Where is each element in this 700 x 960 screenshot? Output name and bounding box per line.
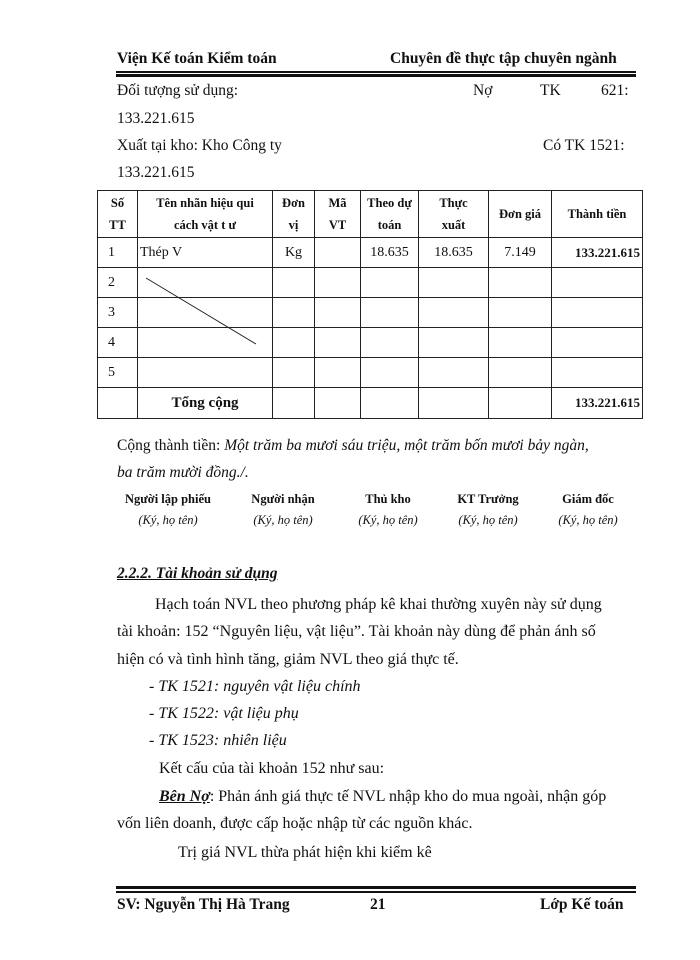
paragraph-line: vốn liên doanh, được cấp hoặc nhập từ các nguồn khác.	[117, 815, 473, 832]
cell-thuc-xuat	[419, 358, 489, 388]
page-number: 21	[370, 896, 386, 913]
col-header-don-vi: Đơn vị	[273, 191, 315, 238]
footer-left: SV: Nguyễn Thị Hà Trang	[117, 896, 290, 913]
signature-title: Người nhận	[251, 492, 315, 506]
cell-thanh-tien	[552, 328, 643, 358]
table-total-row	[98, 388, 643, 419]
footer-rule-thick	[116, 886, 636, 889]
cell-don-vi	[273, 328, 315, 358]
tk-no-value: 621:	[601, 82, 629, 99]
header-rule-thin	[116, 71, 636, 73]
amount-words-text: Một trăm ba mươi sáu triệu, một trăm bốn mươi bảy ngàn,	[224, 437, 589, 454]
cell-ma-vt	[315, 358, 361, 388]
cell-thuc-xuat	[419, 388, 489, 419]
diagonal-strike-line	[140, 272, 270, 352]
cell-don-gia	[489, 358, 552, 388]
signature-kt-truong	[438, 492, 538, 528]
header-rule-thick	[116, 74, 636, 77]
table-row	[98, 238, 643, 268]
signature-sub: (Ký, họ tên)	[358, 513, 418, 527]
signature-title: KT Trưởng	[457, 492, 519, 506]
cell-theo-du-toan	[361, 388, 419, 419]
cell-ma-vt	[315, 268, 361, 298]
cell-theo-du-toan	[361, 298, 419, 328]
header-left: Viện Kế toán Kiểm toán	[117, 50, 277, 67]
col-header-thuc-xuat: Thực xuất	[419, 191, 489, 238]
table-header-row	[98, 191, 643, 238]
cell-ma-vt	[315, 238, 361, 268]
cell-stt	[98, 388, 138, 419]
ben-no-text: : Phản ánh giá thực tế NVL nhập kho do mua ngoài, nhận góp	[209, 788, 607, 805]
amount-words-line2: ba trăm mười đồng./.	[117, 464, 249, 481]
cell-don-gia	[489, 388, 552, 419]
ben-no-line	[159, 788, 606, 806]
bullet-item: - TK 1521: nguyên vật liệu chính	[149, 678, 361, 695]
cell-thanh-tien	[552, 358, 643, 388]
cell-theo-du-toan	[361, 268, 419, 298]
cell-thuc-xuat	[419, 268, 489, 298]
cell-thanh-tien	[552, 298, 643, 328]
doi-tuong-label: Đối tượng sử dụng:	[117, 82, 239, 99]
col-header-don-gia: Đơn giá	[489, 191, 552, 238]
cell-don-gia	[489, 298, 552, 328]
cell-stt: 5	[98, 358, 138, 388]
cell-thuc-xuat: 18.635	[419, 238, 489, 268]
cell-theo-du-toan: 18.635	[361, 238, 419, 268]
cell-theo-du-toan	[361, 328, 419, 358]
cell-don-gia	[489, 268, 552, 298]
section-heading: 2.2.2. Tài khoản sử dụng	[117, 565, 278, 582]
amount-words-line1	[117, 437, 589, 455]
xuat-tai-kho: Xuất tại kho: Kho Công ty	[117, 137, 282, 154]
col-header-stt: Số TT	[98, 191, 138, 238]
col-header-thanh-tien: Thành tiền	[552, 191, 643, 238]
paragraph-line: tài khoản: 152 “Nguyên liệu, vật liệu”. Tài khoản này dùng để phản ánh số	[117, 623, 596, 640]
cell-don-vi	[273, 358, 315, 388]
signature-sub: (Ký, họ tên)	[558, 513, 618, 527]
signature-sub: (Ký, họ tên)	[458, 513, 518, 527]
signature-sub: (Ký, họ tên)	[138, 513, 198, 527]
signature-thu-kho	[338, 492, 438, 528]
header-right: Chuyên đề thực tập chuyên ngành	[390, 50, 617, 67]
cell-don-gia: 7.149	[489, 238, 552, 268]
cell-don-vi: Kg	[273, 238, 315, 268]
cell-theo-du-toan	[361, 358, 419, 388]
cell-don-gia	[489, 328, 552, 358]
cell-don-vi	[273, 388, 315, 419]
col-header-ma-vt: Mã VT	[315, 191, 361, 238]
paragraph-line: Hạch toán NVL theo phương pháp kê khai thường xuyên này sử dụng	[155, 596, 602, 613]
ben-no-label: Bên Nợ	[159, 788, 210, 805]
bullet-item: - TK 1522: vật liệu phụ	[149, 705, 299, 722]
cell-ma-vt	[315, 388, 361, 419]
signature-giam-doc	[538, 492, 638, 528]
col-header-theo-du-toan: Theo dự toán	[361, 191, 419, 238]
signature-title: Người lập phiếu	[125, 492, 211, 506]
amount-line-2: 133.221.615	[117, 164, 195, 181]
signature-sub: (Ký, họ tên)	[253, 513, 313, 527]
cell-stt: 1	[98, 238, 138, 268]
table-row	[98, 358, 643, 388]
signature-title: Giám đốc	[562, 492, 614, 506]
cell-ten: Thép V	[138, 238, 273, 268]
cell-thanh-tien: 133.221.615	[552, 238, 643, 268]
tri-gia-line: Trị giá NVL thừa phát hiện khi kiểm kê	[178, 844, 432, 861]
cell-stt: 3	[98, 298, 138, 328]
signature-title: Thủ kho	[365, 492, 411, 506]
cell-thuc-xuat	[419, 298, 489, 328]
cell-thuc-xuat	[419, 328, 489, 358]
ket-cau-line: Kết cấu của tài khoản 152 như sau:	[159, 760, 385, 777]
co-tk: Có TK 1521:	[543, 137, 625, 154]
cell-don-vi	[273, 268, 315, 298]
cell-stt: 2	[98, 268, 138, 298]
cell-ma-vt	[315, 328, 361, 358]
total-label: Tổng cộng	[138, 388, 273, 419]
cell-stt: 4	[98, 328, 138, 358]
cell-ten	[138, 358, 273, 388]
tk-label: TK	[540, 82, 561, 99]
signature-nguoi-nhan	[233, 492, 333, 528]
cell-don-vi	[273, 298, 315, 328]
no-label: Nợ	[473, 82, 493, 99]
total-value: 133.221.615	[552, 388, 643, 419]
cell-thanh-tien	[552, 268, 643, 298]
paragraph-line: hiện có và tình hình tăng, giảm NVL theo giá thực tế.	[117, 651, 459, 668]
footer-right: Lớp Kế toán	[540, 896, 624, 913]
signature-nguoi-lap-phieu	[113, 492, 223, 528]
bullet-item: - TK 1523: nhiên liệu	[149, 732, 287, 749]
footer-rule-thin	[116, 891, 636, 893]
amount-words-label: Cộng thành tiền:	[117, 437, 221, 454]
cell-ma-vt	[315, 298, 361, 328]
amount-line-1: 133.221.615	[117, 110, 195, 127]
col-header-ten: Tên nhãn hiệu qui cách vật t ư	[138, 191, 273, 238]
